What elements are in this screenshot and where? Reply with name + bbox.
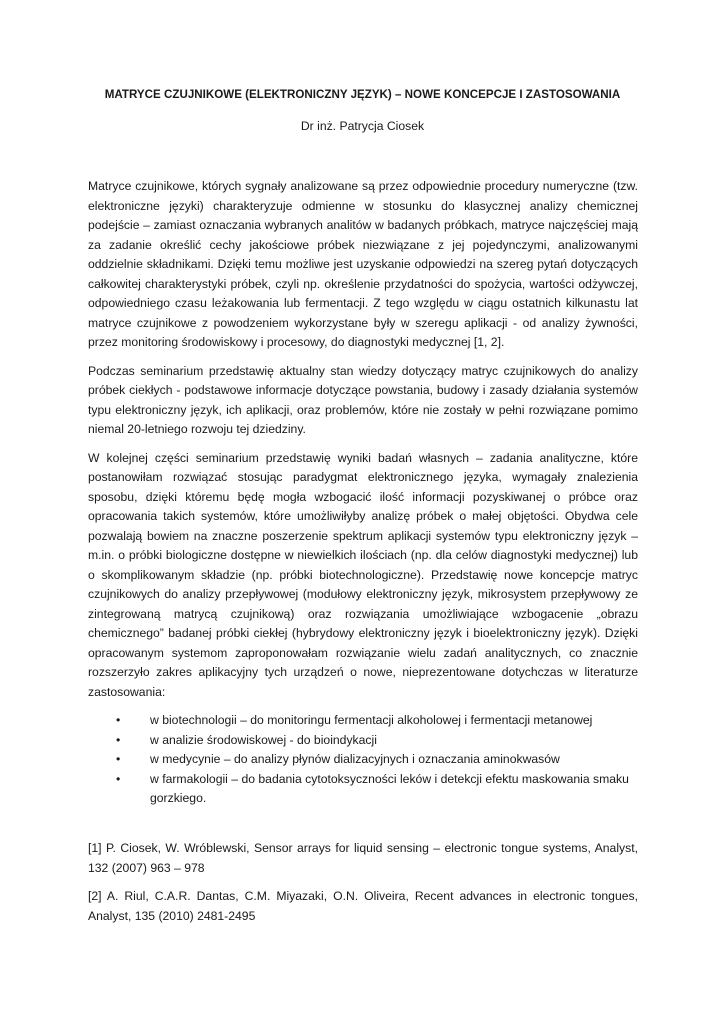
reference-2: [2] A. Riul, C.A.R. Dantas, C.M. Miyazaki, O.N. Oliveira, Recent advances in electronic tongues, Analyst, 135 (2010) 2481-2495 [88,889,638,923]
reference-1: [1] P. Ciosek, W. Wróblewski, Sensor arrays for liquid sensing – electronic tongue systems, Analyst, 132 (2007) 963 – 978 [88,841,638,875]
applications-list [88,711,638,809]
references-section [88,839,638,935]
bullet-icon: • [116,732,121,747]
list-item [88,770,638,809]
list-item-text: w biotechnologii – do monitoringu fermentacji alkoholowej i fermentacji metanowej [150,713,593,727]
document-body [88,177,638,809]
list-item-text: w medycynie – do analizy płynów dializacyjnych i oznaczania aminokwasów [150,752,560,766]
paragraph-intro: Matryce czujnikowe, których sygnały analizowane są przez odpowiednie procedury numeryczne (tzw. elektroniczne języki) charakteryzuje odmienne w stosunku do klasycznej analizy chemicznej podejście – zamiast oznaczania wybranych analitów w badanych próbkach, matryce najczęściej mają za zadanie określić cechy jakościowe próbek niezwiązane z jej pojedynczymi, analizowanymi oddzielnie składnikami. Dzięki temu możliwe jest uzyskanie odpowiedzi na szereg pytań dotyczących całkowitej charakterystyki próbek, czyli np. określenie przydatności do spożycia, wartości odżywczej, odpowiedniego czasu leżakowania lub fermentacji. Z tego względu w ciągu ostatnich kilkunastu lat matryce czujnikowe z powodzeniem wykorzystane były w szeregu aplikacji - od analizy żywności, przez monitoring środowiskowy i procesowy, do diagnostyki medycznej [1, 2]. [88,179,638,349]
list-item-text: w analizie środowiskowej - do bioindykacji [150,732,377,747]
list-item-text: w farmakologii – do badania cytotoksyczności leków i detekcji efektu maskowania smaku gorzkiego. [150,771,629,805]
bullet-icon: • [116,713,121,727]
paragraph-seminar-overview: Podczas seminarium przedstawię aktualny stan wiedzy dotyczący matryc czujnikowych do analizy próbek ciekłych - podstawowe informacje dotyczące powstania, budowy i zasady działania systemów typu elektroniczny język, ich aplikacji, oraz problemów, które nie zostały w pełni rozwiązane pomimo niemal 20-letniego rozwoju tej dziedziny. [88,363,638,436]
document-author: Dr inż. Patrycja Ciosek [300,119,425,133]
list-item [88,731,638,751]
document-title: MATRYCE CZUJNIKOWE (ELEKTRONICZNY JĘZYK) – NOWE KONCEPCJE I ZASTOSOWANIA [104,88,621,101]
list-item [88,711,638,731]
bullet-icon: • [116,771,121,786]
list-item [88,750,638,770]
bullet-icon: • [116,752,121,766]
paragraph-own-research: W kolejnej części seminarium przedstawię wyniki badań własnych – zadania analityczne, które postanowiłam rozwiązać stosując paradygmat elektronicznego języka, wymagały znalezienia sposobu, dzięki któremu będę mogła wzbogacić ilość informacji pozyskiwanej o próbce oraz opracowania takich systemów, które umożliwiłyby analizę próbek o małej objętości. Obydwa cele pozwalają bowiem na znaczne poszerzenie spektrum aplikacji systemów typu elektroniczny język – m.in. o próbki biologiczne dostępne w niewielkich ilościach (np. dla celów diagnostyki medycznej) lub o skomplikowanym składzie (np. próbki biotechnologiczne). Przedstawię nowe koncepcje matryc czujnikowych do analizy przepływowej (modułowy elektroniczny język, mikrosystem przepływowy ze zintegrowaną matrycą czujnikową) oraz rozwiązania umożliwiające wzbogacenie „obrazu chemicznego” badanej próbki ciekłej (hybrydowy elektroniczny język i bioelektroniczny język). Dzięki opracowanym systemom zaproponowałam rozwiązanie wielu zadań analitycznych, co znacznie rozszerzyło zakres aplikacyjny tych urządzeń o nowe, nieprezentowane dotychczas w literaturze zastosowania: [88,450,638,699]
